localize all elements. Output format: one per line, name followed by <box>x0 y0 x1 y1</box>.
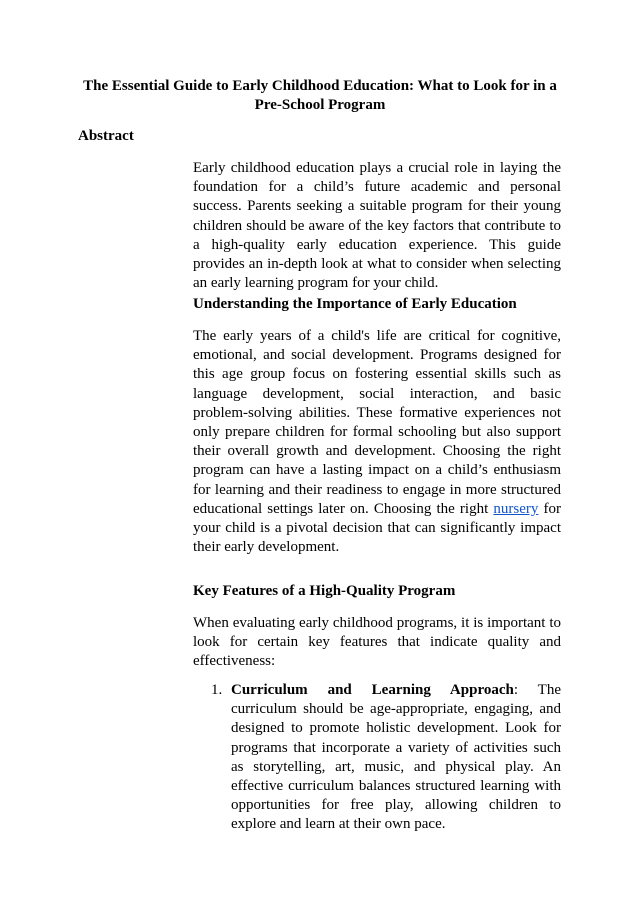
list-item <box>231 681 561 835</box>
list-item-text: The curriculum should be age-appropriate, engaging, and designed to promote holistic development. Look for programs that incorporate a variety of activities such as storytelling, art, music, and physical play. An effective curriculum balances structured learning with opportunities for free play, allowing children to explore and learn at their own pace. <box>231 682 561 833</box>
document-title: The Essential Guide to Early Childhood Education: What to Look for in a Pre-School Program <box>83 78 557 113</box>
section1-text-before-link: The early years of a child's life are critical for cognitive, emotional, and social development. Programs designed for this age group focus on fostering essential skills such as language development, social interaction, and basic problem-solving abilities. These formative experiences not only prepare children for formal schooling but also support their overall growth and development. Choosing the right program can have a lasting impact on a child’s enthusiasm for learning and their readiness to engage in more structured educational settings later on. Choosing the right <box>193 328 561 517</box>
section1-heading: Understanding the Importance of Early Education <box>193 296 517 312</box>
section2-body <box>193 614 561 672</box>
section2-heading-wrap <box>193 582 561 601</box>
section1-heading-wrap <box>193 295 561 314</box>
intro-section <box>193 159 561 293</box>
nursery-link[interactable]: nursery <box>493 500 539 517</box>
section1-text-after-link: for your child is a pivotal decision that can significantly impact their early development. <box>193 500 562 556</box>
section2-paragraph: When evaluating early childhood programs, it is important to look for certain key features that indicate quality and effectiveness: <box>193 615 561 670</box>
list-item-colon: : <box>513 682 519 698</box>
section2-heading: Key Features of a High-Quality Program <box>193 583 456 599</box>
section1-body <box>193 327 561 557</box>
list-item-term: Curriculum and Learning Approach <box>231 682 514 698</box>
section1-paragraph <box>193 327 561 557</box>
abstract-label: Abstract <box>78 128 134 144</box>
list-item-number: 1. <box>211 682 223 698</box>
intro-paragraph: Early childhood education plays a crucial role in laying the foundation for a child’s future academic and personal success. Parents seeking a suitable program for their young children should be aware of the key factors that contribute to a high-quality early education experience. This guide provides an in-depth look at what to consider when selecting an early learning program for your child. <box>193 160 561 292</box>
